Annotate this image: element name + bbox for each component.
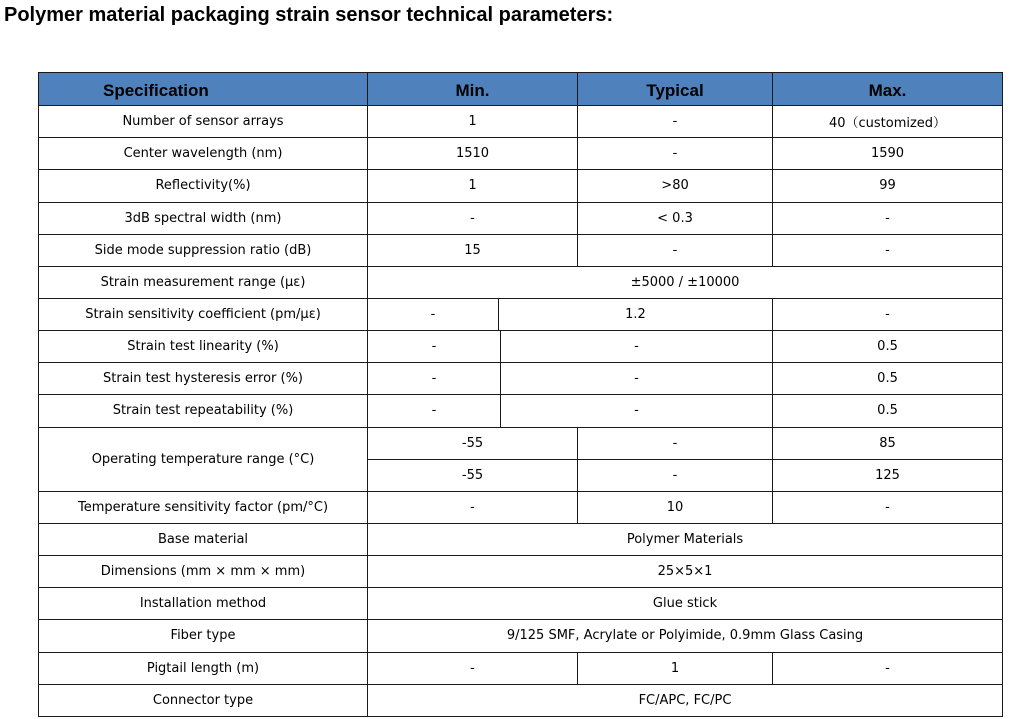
min-cell: -	[368, 395, 501, 427]
typical-cell: -	[578, 138, 773, 170]
max-cell: 0.5	[773, 331, 1003, 363]
min-cell: 15	[368, 234, 578, 266]
row-label: Base material	[39, 523, 368, 555]
typical-cell: -	[501, 363, 773, 395]
typical-cell: 10	[578, 491, 773, 523]
row-label: Strain measurement range (με)	[39, 266, 368, 298]
table-row	[39, 491, 1003, 523]
table-row	[39, 427, 1003, 459]
min-cell: 1510	[368, 138, 578, 170]
typical-cell: < 0.3	[578, 202, 773, 234]
typical-cell: 1	[578, 652, 773, 684]
table-header-row	[39, 73, 1003, 106]
max-cell: -	[773, 202, 1003, 234]
max-cell: 0.5	[773, 395, 1003, 427]
max-cell: 125	[773, 459, 1003, 491]
table-row	[39, 363, 1003, 395]
row-label: Strain test hysteresis error (%)	[39, 363, 368, 395]
min-cell: -	[368, 298, 499, 330]
table-row	[39, 652, 1003, 684]
max-cell: 40（customized）	[773, 106, 1003, 138]
min-cell: -	[368, 363, 501, 395]
row-label: Side mode suppression ratio (dB)	[39, 234, 368, 266]
row-label: Operating temperature range (°C)	[39, 427, 368, 491]
min-cell: 1	[368, 170, 578, 202]
max-cell: 85	[773, 427, 1003, 459]
spec-table	[38, 72, 1003, 717]
typical-cell: -	[501, 331, 773, 363]
table-row	[39, 556, 1003, 588]
typical-cell: -	[578, 234, 773, 266]
max-cell: 1590	[773, 138, 1003, 170]
max-cell: -	[773, 234, 1003, 266]
min-cell: -	[368, 202, 578, 234]
max-cell: 99	[773, 170, 1003, 202]
table-row	[39, 170, 1003, 202]
header-max: Max.	[773, 73, 1003, 106]
page-title: Polymer material packaging strain sensor technical parameters:	[4, 4, 614, 26]
row-label: Strain sensitivity coefficient (pm/με)	[39, 298, 368, 330]
merged-value-cell: ±5000 / ±10000	[368, 266, 1003, 298]
row-label: Fiber type	[39, 620, 368, 652]
row-label: Strain test linearity (%)	[39, 331, 368, 363]
table-row	[39, 202, 1003, 234]
min-cell: -	[368, 491, 578, 523]
table-row	[39, 588, 1003, 620]
merged-value-cell: FC/APC, FC/PC	[368, 684, 1003, 716]
row-label: 3dB spectral width (nm)	[39, 202, 368, 234]
table-row	[39, 106, 1003, 138]
max-cell: -	[773, 298, 1003, 330]
row-label: Center wavelength (nm)	[39, 138, 368, 170]
table-row	[39, 298, 1003, 330]
row-label: Pigtail length (m)	[39, 652, 368, 684]
table-row	[39, 523, 1003, 555]
typical-cell: -	[501, 395, 773, 427]
row-label: Dimensions (mm × mm × mm)	[39, 556, 368, 588]
row-label: Temperature sensitivity factor (pm/°C)	[39, 491, 368, 523]
header-specification: Specification	[39, 73, 368, 106]
max-cell: -	[773, 652, 1003, 684]
typical-cell: >80	[578, 170, 773, 202]
min-cell: -55	[368, 427, 578, 459]
merged-value-cell: Polymer Materials	[368, 523, 1003, 555]
table-row	[39, 234, 1003, 266]
table-row	[39, 138, 1003, 170]
min-cell: -	[368, 331, 501, 363]
row-label: Reflectivity(%)	[39, 170, 368, 202]
typical-cell: -	[578, 459, 773, 491]
table-row	[39, 684, 1003, 716]
table-row	[39, 620, 1003, 652]
table-row	[39, 331, 1003, 363]
min-cell: -	[368, 652, 578, 684]
merged-value-cell: 25×5×1	[368, 556, 1003, 588]
typical-cell: -	[578, 427, 773, 459]
max-cell: 0.5	[773, 363, 1003, 395]
row-label: Connector type	[39, 684, 368, 716]
row-label: Number of sensor arrays	[39, 106, 368, 138]
typical-cell: 1.2	[499, 298, 773, 330]
typical-cell: -	[578, 106, 773, 138]
min-cell: 1	[368, 106, 578, 138]
row-label: Installation method	[39, 588, 368, 620]
row-label: Strain test repeatability (%)	[39, 395, 368, 427]
header-min: Min.	[368, 73, 578, 106]
min-cell: -55	[368, 459, 578, 491]
max-cell: -	[773, 491, 1003, 523]
table-row	[39, 395, 1003, 427]
merged-value-cell: Glue stick	[368, 588, 1003, 620]
table-row	[39, 266, 1003, 298]
merged-value-cell: 9/125 SMF, Acrylate or Polyimide, 0.9mm Glass Casing	[368, 620, 1003, 652]
header-typical: Typical	[578, 73, 773, 106]
